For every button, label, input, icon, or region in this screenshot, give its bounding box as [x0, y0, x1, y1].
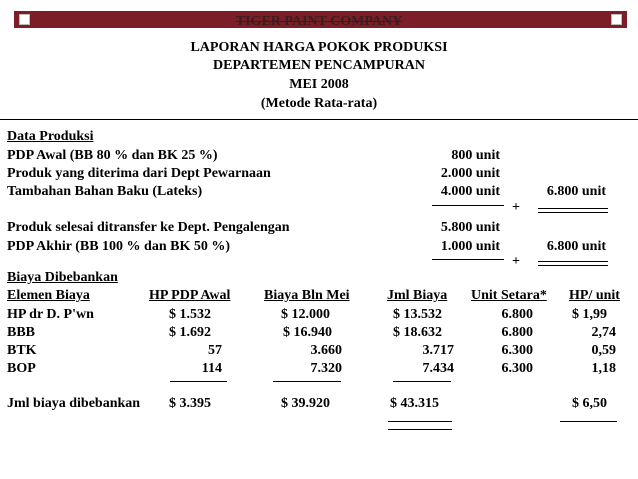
company-name: TIGER PAINT COMPANY [235, 14, 403, 29]
column-header: Unit Setara* [471, 288, 547, 303]
production-label: Produk yang diterima dari Dept Pewarnaan [7, 166, 271, 181]
column-header: Jml Biaya [387, 288, 448, 303]
cost-cell: 3.660 [310, 343, 342, 358]
cost-cell: 6.800 [501, 325, 533, 340]
cost-element: BBB [7, 325, 36, 340]
double-line-top [538, 208, 608, 209]
cost-cell: 7.320 [310, 361, 342, 376]
report-period: MEI 2008 [289, 77, 349, 92]
double-line-top [538, 261, 608, 262]
total-label: Jml biaya dibebankan [7, 396, 141, 411]
column-header: Elemen Biaya [7, 288, 90, 303]
cost-cell: $ 12.000 [281, 307, 330, 322]
production-heading: Data Produksi [7, 129, 94, 144]
cost-element: BTK [7, 343, 37, 358]
cost-cell: 6.300 [501, 343, 533, 358]
report-method: (Metode Rata-rata) [260, 96, 378, 111]
production-total: 6.800 unit [546, 184, 606, 199]
production-label: Tambahan Bahan Baku (Lateks) [7, 184, 203, 199]
production-qty: 4.000 unit [440, 184, 500, 199]
production-qty: 5.800 unit [440, 220, 500, 235]
subtotal-line [170, 381, 227, 382]
cost-cell: 6.300 [501, 361, 533, 376]
cost-cell: 114 [201, 361, 222, 376]
double-line-bottom [388, 429, 452, 430]
cost-cell: $ 16.940 [283, 325, 332, 340]
cost-cell: $ 18.632 [393, 325, 442, 340]
total-line [560, 421, 617, 422]
production-qty: 1.000 unit [440, 239, 500, 254]
cost-cell: 6.800 [501, 307, 533, 322]
total-cell: $ 6,50 [572, 396, 607, 411]
report-department: DEPARTEMEN PENCAMPURAN [213, 58, 425, 73]
cost-element: HP dr D. P'wn [7, 307, 94, 322]
cost-cell: 57 [208, 343, 222, 358]
double-line-bottom [538, 265, 608, 266]
total-cell: $ 43.315 [390, 396, 439, 411]
subtotal-line [273, 381, 341, 382]
production-qty: 2.000 unit [440, 166, 500, 181]
plus-sign: + [512, 200, 520, 215]
cost-cell: 2,74 [591, 325, 616, 340]
plus-sign: + [512, 254, 520, 269]
cost-cell: $ 1.532 [169, 307, 211, 322]
cost-cell: $ 1,99 [572, 307, 607, 322]
column-header: Biaya Bln Mei [264, 288, 350, 303]
production-label: PDP Akhir (BB 100 % dan BK 50 %) [7, 239, 231, 254]
cost-cell: 0,59 [591, 343, 616, 358]
column-header: HP/ unit [569, 288, 620, 303]
cost-cell: $ 13.532 [393, 307, 442, 322]
total-cell: $ 3.395 [169, 396, 211, 411]
sum-line [432, 259, 504, 260]
cost-cell: 7.434 [422, 361, 454, 376]
column-header: HP PDP Awal [149, 288, 231, 303]
production-label: PDP Awal (BB 80 % dan BK 25 %) [7, 148, 218, 163]
production-qty: 800 unit [451, 148, 500, 163]
report-title: LAPORAN HARGA POKOK PRODUKSI [190, 40, 448, 55]
header-divider [0, 119, 638, 120]
total-cell: $ 39.920 [281, 396, 330, 411]
double-line-bottom [538, 212, 608, 213]
production-total: 6.800 unit [546, 239, 606, 254]
sum-line [432, 205, 504, 206]
costs-heading: Biaya Dibebankan [7, 270, 118, 285]
double-line-top [388, 421, 452, 422]
subtotal-line [393, 381, 451, 382]
production-label: Produk selesai ditransfer ke Dept. Pengalengan [7, 220, 290, 235]
cost-cell: 1,18 [591, 361, 616, 376]
cost-cell: $ 1.692 [169, 325, 211, 340]
cost-cell: 3.717 [422, 343, 454, 358]
cost-element: BOP [7, 361, 36, 376]
